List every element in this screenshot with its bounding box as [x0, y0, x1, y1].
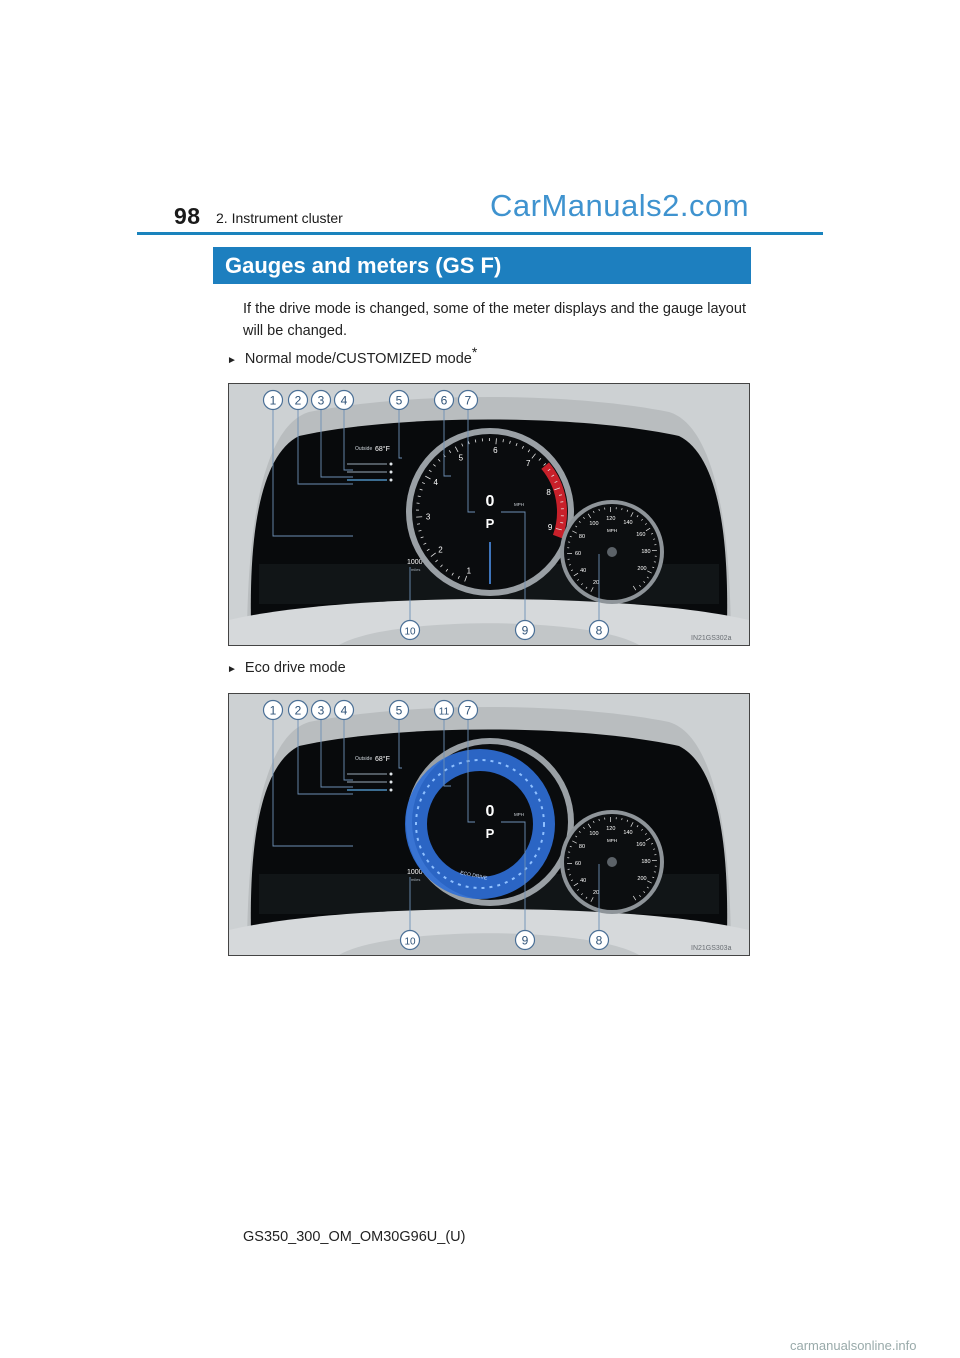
speedo-number: 20 — [592, 580, 600, 587]
callout-marker — [516, 621, 535, 640]
callout-number: 7 — [464, 703, 472, 718]
mode-label-normal — [227, 344, 478, 367]
info-icon — [390, 471, 393, 474]
tach-number: 6 — [493, 446, 498, 456]
callout-number: 8 — [595, 623, 603, 638]
digital-speed: 0 — [485, 493, 495, 510]
callout-marker — [264, 391, 283, 410]
speedo-number: 180 — [641, 858, 651, 865]
callout-marker — [459, 391, 478, 410]
tach-number: 1 — [466, 566, 472, 576]
document-code: GS350_300_OM_OM30G96U_(U) — [243, 1229, 466, 1245]
gear-position: P — [485, 516, 495, 531]
callout-marker — [289, 701, 308, 720]
figure-eco-mode — [228, 693, 750, 956]
tach-number: 8 — [546, 487, 551, 497]
callout-number: 1 — [269, 393, 277, 408]
outside-label: Outside — [355, 756, 373, 762]
info-icon — [390, 479, 393, 482]
callout-number: 5 — [395, 393, 403, 408]
tach-number: 7 — [525, 459, 531, 469]
speedo-number: 100 — [589, 831, 599, 838]
speedo-number: 140 — [623, 519, 633, 526]
callout-number: 9 — [521, 933, 529, 948]
speedo-number: 160 — [636, 531, 646, 538]
section-title: Gauges and meters (GS F) — [213, 247, 751, 284]
speedo-number: 80 — [578, 534, 586, 541]
callout-marker — [435, 391, 454, 410]
info-icon — [390, 463, 393, 466]
header-rule — [137, 232, 823, 235]
outside-temp: 68°F — [375, 446, 390, 453]
tach-number: 2 — [438, 545, 443, 555]
tach-tick — [503, 439, 504, 442]
figure-normal-mode — [228, 383, 750, 646]
tach-tick — [496, 438, 497, 444]
watermark-bottom[interactable]: carmanualsonline.info — [790, 1338, 917, 1353]
speedo-number: 100 — [589, 521, 599, 528]
callout-marker — [390, 391, 409, 410]
callout-marker — [590, 931, 609, 950]
speedo-hub — [607, 857, 617, 867]
callout-number: 2 — [294, 393, 302, 408]
speedo-number: 40 — [580, 878, 587, 885]
callout-marker — [435, 701, 454, 720]
callout-number: 11 — [438, 706, 450, 718]
figure-code: IN21GS303a — [691, 945, 732, 952]
callout-marker — [390, 701, 409, 720]
callout-number: 3 — [317, 703, 325, 718]
callout-marker — [335, 391, 354, 410]
callout-marker — [459, 701, 478, 720]
callout-number: 4 — [340, 393, 348, 408]
eco-inner — [429, 773, 531, 875]
cluster-illustration — [229, 384, 749, 645]
odometer-value: 1000 — [407, 869, 423, 876]
figure-code: IN21GS302a — [691, 635, 732, 642]
callout-number: 4 — [340, 703, 348, 718]
digital-speed-unit: MPH — [514, 502, 524, 507]
cluster-illustration — [229, 694, 749, 955]
callout-number: 5 — [395, 703, 403, 718]
info-icon — [390, 773, 393, 776]
speedo-number: 200 — [637, 875, 647, 882]
intro-paragraph: If the drive mode is changed, some of the meter displays and the gauge layout will be changed. — [243, 301, 746, 339]
odometer-value: 1000 — [407, 559, 423, 566]
gear-position: P — [485, 826, 495, 841]
mode-label-text: Eco drive mode — [244, 660, 346, 676]
callout-number: 7 — [464, 393, 472, 408]
speedo-number: 60 — [574, 551, 582, 558]
callout-number: 8 — [595, 933, 603, 948]
callout-marker — [516, 931, 535, 950]
mode-label-text: Normal mode/CUSTOMIZED mode — [244, 351, 472, 367]
watermark-top[interactable]: CarManuals2.com — [490, 188, 750, 223]
speedo-number: 120 — [606, 516, 616, 523]
callout-marker — [312, 391, 331, 410]
speedo-number: 160 — [636, 841, 646, 848]
callout-marker — [401, 931, 420, 950]
tach-number: 5 — [458, 453, 464, 463]
odometer-unit: miles — [411, 877, 421, 882]
speedo-number: 180 — [641, 548, 651, 555]
speedo-unit: MPH — [607, 838, 617, 843]
eco-drive-label: ECO DRIVE — [459, 870, 488, 882]
callout-marker — [590, 621, 609, 640]
digital-speed: 0 — [485, 803, 495, 820]
speedo-number: 40 — [580, 568, 587, 575]
triangle-bullet-icon: ► — [227, 355, 237, 366]
speedo-number: 120 — [606, 826, 616, 833]
callout-number: 3 — [317, 393, 325, 408]
callout-marker — [312, 701, 331, 720]
callout-marker — [401, 621, 420, 640]
tach-number: 4 — [433, 477, 439, 487]
page-number: 98 — [174, 203, 201, 229]
speedo-number: 140 — [623, 829, 633, 836]
outside-temp: 68°F — [375, 756, 390, 763]
callout-marker — [335, 701, 354, 720]
chapter-title: 2. Instrument cluster — [216, 210, 343, 226]
outside-label: Outside — [355, 446, 373, 452]
tach-number: 3 — [425, 512, 431, 522]
tach-number: 9 — [547, 522, 553, 532]
callout-number: 9 — [521, 623, 529, 638]
callout-marker — [289, 391, 308, 410]
speedo-number: 60 — [574, 861, 582, 868]
mode-label-eco — [227, 660, 346, 676]
speedo-number: 80 — [578, 844, 586, 851]
speedo-number: 20 — [592, 890, 600, 897]
speedo-number: 200 — [637, 565, 647, 572]
info-icon — [390, 781, 393, 784]
digital-speed-unit: MPH — [514, 812, 524, 817]
speedo-unit: MPH — [607, 528, 617, 533]
footnote-mark: * — [471, 344, 478, 361]
callout-marker — [264, 701, 283, 720]
odometer-unit: miles — [411, 567, 421, 572]
info-icon — [390, 789, 393, 792]
speedo-hub — [607, 547, 617, 557]
callout-number: 1 — [269, 703, 277, 718]
callout-number: 10 — [404, 626, 416, 638]
callout-number: 2 — [294, 703, 302, 718]
triangle-bullet-icon: ► — [227, 664, 237, 675]
callout-number: 6 — [440, 393, 448, 408]
callout-number: 10 — [404, 936, 416, 948]
